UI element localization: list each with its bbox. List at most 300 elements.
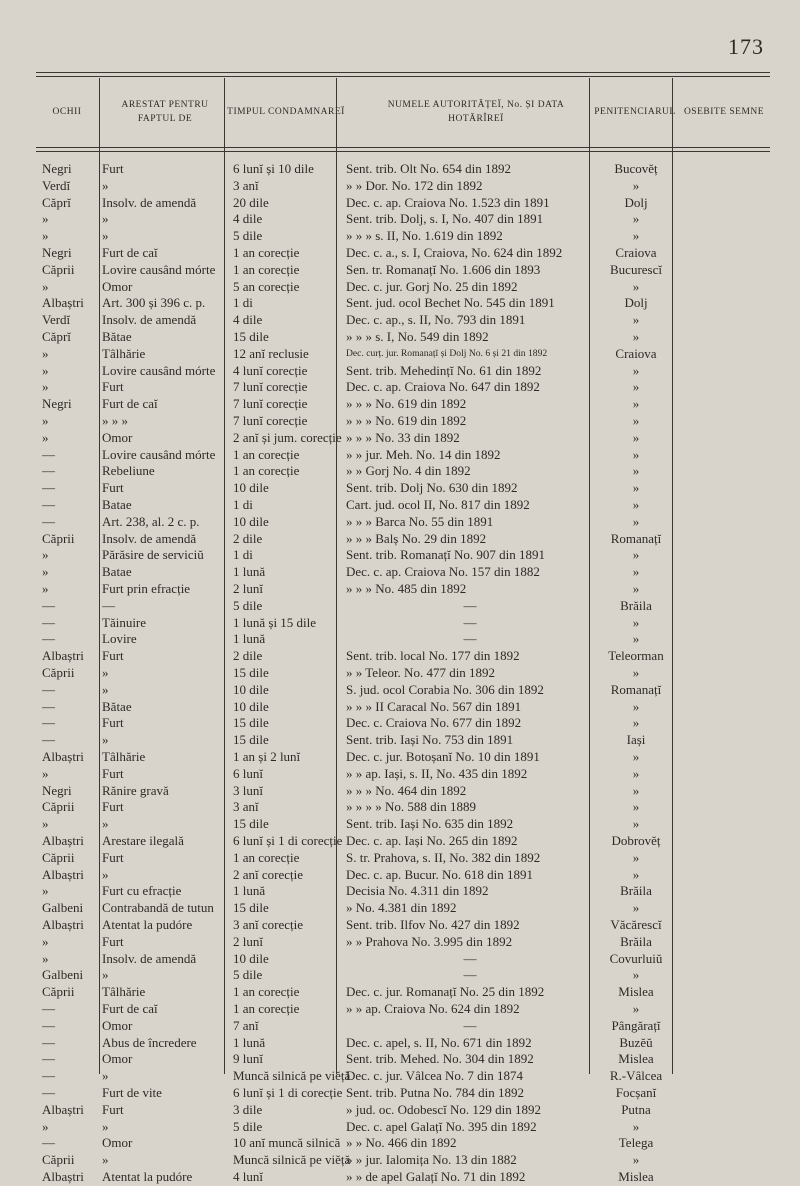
table-row — [36, 346, 770, 363]
cell-penitenciar: » — [632, 480, 640, 496]
cell-ochi: » — [42, 362, 49, 378]
cell-ochi: — — [42, 446, 55, 462]
cell-timp: 1 an corecție — [233, 1001, 300, 1016]
cell-penitenciar: » — [632, 413, 640, 428]
cell-ochi: Albaștri — [42, 1169, 84, 1184]
cell-autoritate: — — [463, 967, 477, 983]
cell-timp: 9 lunĭ — [233, 1051, 263, 1067]
cell-autoritate: » » » Barca No. 55 din 1891 — [346, 513, 494, 529]
cell-fapt: Bătae — [102, 329, 132, 344]
cell-autoritate: » » » II Caracal No. 567 din 1891 — [346, 698, 522, 714]
cell-ochi: » — [42, 228, 49, 244]
table-row — [36, 279, 770, 296]
cell-fapt: Furt — [102, 379, 124, 395]
cell-ochi: — — [42, 1068, 55, 1084]
cell-autoritate: » » jur. Meh. No. 14 din 1892 — [346, 446, 501, 462]
cell-penitenciar: » — [632, 581, 640, 596]
cell-ochi: — — [42, 698, 55, 714]
table-row — [36, 245, 770, 262]
header-bottom-rule-thin — [36, 151, 770, 152]
table-row — [36, 363, 770, 380]
cell-penitenciar: » — [632, 278, 640, 294]
cell-ochi: — — [42, 631, 55, 647]
cell-fapt: » — [102, 816, 109, 832]
cell-ochi: » — [42, 883, 49, 899]
cell-penitenciar: Covurluiŭ — [609, 950, 663, 966]
cell-fapt: Părăsire de serviciŭ — [102, 547, 204, 563]
cell-fapt: Contrabandă de tutun — [102, 900, 214, 916]
cell-penitenciar: » — [632, 497, 640, 512]
cell-timp: 2 anĭ corecție — [233, 866, 304, 882]
cell-fapt: Furt de caĭ — [102, 396, 158, 412]
cell-penitenciar: » — [632, 614, 640, 630]
table-row — [36, 581, 770, 598]
cell-penitenciar: » — [632, 765, 640, 781]
cell-timp: 4 lunĭ corecție — [233, 362, 308, 378]
cell-penitenciar: » — [632, 312, 640, 328]
cell-fapt: Lovire — [102, 631, 137, 647]
cell-penitenciar: » — [632, 177, 640, 193]
cell-autoritate: » » Prahova No. 3.995 din 1892 — [346, 933, 513, 949]
cell-fapt: Art. 300 și 396 c. p. — [102, 295, 206, 311]
cell-fapt: Furt de caĭ — [102, 1001, 158, 1016]
cell-penitenciar: » — [632, 698, 640, 714]
header-fapt: ARESTAT PENTRU FAPTUL DE — [121, 99, 209, 124]
table-row — [36, 1119, 770, 1136]
table-row — [36, 531, 770, 548]
cell-timp: 5 dile — [233, 967, 263, 983]
cell-timp: 2 dile — [233, 648, 263, 664]
cell-timp: Muncă silnică pe viĕță — [233, 1152, 351, 1168]
table-row — [36, 447, 770, 464]
cell-autoritate: Dec. c. Craiova No. 677 din 1892 — [346, 715, 522, 731]
cell-autoritate: » » Teleor. No. 477 din 1892 — [346, 665, 496, 680]
table-row — [36, 396, 770, 413]
cell-timp: 1 an corecție — [233, 463, 300, 479]
cell-timp: 1 lună — [233, 631, 266, 647]
table-row — [36, 564, 770, 581]
cell-ochi: — — [42, 1085, 55, 1100]
cell-penitenciar: » — [632, 715, 640, 731]
cell-ochi: — — [42, 463, 55, 479]
table-row — [36, 1152, 770, 1169]
table-row — [36, 783, 770, 800]
cell-fapt: Atentat la pudóre — [102, 917, 193, 932]
cell-timp: 7 lunĭ corecție — [233, 413, 308, 428]
cell-autoritate: Dec. c. ap. Iași No. 265 din 1892 — [346, 833, 518, 848]
cell-timp: 1 lună — [233, 1034, 266, 1050]
cell-fapt: » — [102, 866, 109, 882]
top-rule — [36, 72, 770, 73]
cell-ochi: Albaștri — [42, 1101, 84, 1117]
table-row — [36, 883, 770, 900]
cell-autoritate: — — [463, 614, 477, 630]
cell-timp: 5 an corecție — [233, 278, 300, 294]
cell-ochi: » — [42, 429, 49, 445]
cell-penitenciar: » — [632, 1152, 640, 1168]
table-row — [36, 665, 770, 682]
header-semne: OSEBITE SEMNE — [683, 106, 765, 117]
cell-fapt: Art. 238, al. 2 c. p. — [102, 513, 200, 529]
cell-ochi: Căprii — [42, 261, 75, 277]
cell-ochi: » — [42, 547, 49, 563]
cell-penitenciar: » — [632, 329, 640, 344]
cell-fapt: » — [102, 732, 109, 748]
cell-fapt: » — [102, 228, 109, 244]
table-row — [36, 1068, 770, 1085]
cell-timp: 1 lună — [233, 564, 266, 580]
cell-fapt: » — [102, 665, 109, 680]
cell-fapt: Furt de vite — [102, 1085, 162, 1100]
table-row — [36, 1051, 770, 1068]
cell-timp: 1 an corecție — [233, 261, 300, 277]
cell-autoritate: Sent. trib. Dolj, s. I, No. 407 din 1891 — [346, 211, 544, 227]
cell-timp: 15 dile — [233, 665, 269, 680]
table-row — [36, 497, 770, 514]
cell-autoritate: Dec. c. a., s. I, Craiova, No. 624 din 1892 — [346, 245, 563, 260]
cell-timp: 10 anĭ muncă silnică — [233, 1135, 341, 1151]
cell-fapt: » » » — [102, 413, 128, 428]
table-row — [36, 312, 770, 329]
cell-autoritate: Sent. trib. Olt No. 654 din 1892 — [346, 161, 512, 176]
table-row — [36, 799, 770, 816]
cell-fapt: Insolv. de amendă — [102, 194, 197, 210]
table-row — [36, 1035, 770, 1052]
cell-autoritate: Dec. c. jur. Gorj No. 25 din 1892 — [346, 278, 518, 294]
cell-fapt: Furt — [102, 161, 124, 176]
cell-ochi: — — [42, 1001, 55, 1016]
table-row — [36, 749, 770, 766]
cell-ochi: Verdĭ — [42, 177, 71, 193]
cell-penitenciar: » — [632, 1001, 640, 1016]
cell-penitenciar: » — [632, 463, 640, 479]
cell-penitenciar: Focșanĭ — [615, 1085, 657, 1100]
cell-autoritate: » » ap. Iași, s. II, No. 435 din 1892 — [346, 765, 528, 781]
cell-penitenciar: Romanațĭ — [610, 681, 662, 697]
cell-timp: 6 lunĭ — [233, 765, 263, 781]
cell-fapt: Furt prin efracție — [102, 581, 191, 596]
cell-timp: 1 di — [233, 295, 253, 311]
cell-ochi: — — [42, 480, 55, 496]
cell-timp: 10 dile — [233, 681, 269, 697]
cell-ochi: » — [42, 379, 49, 395]
cell-autoritate: — — [463, 950, 477, 966]
cell-ochi: » — [42, 816, 49, 832]
cell-autoritate: Dec. c. jur. Vâlcea No. 7 din 1874 — [346, 1068, 524, 1084]
cell-ochi: Căprii — [42, 984, 75, 1000]
header-bottom-rule — [36, 147, 770, 148]
cell-timp: 6 lunĭ și 1 di corecție — [233, 833, 343, 848]
cell-penitenciar: Mislea — [618, 1051, 654, 1067]
top-rule-thin — [36, 76, 770, 77]
cell-timp: 1 an corecție — [233, 849, 300, 865]
table-row — [36, 195, 770, 212]
cell-autoritate: Sent. trib. Mehed. No. 304 din 1892 — [346, 1051, 534, 1067]
cell-timp: 5 dile — [233, 228, 263, 244]
cell-timp: 10 dile — [233, 698, 269, 714]
cell-timp: 1 an corecție — [233, 245, 300, 260]
cell-ochi: Albaștri — [42, 648, 84, 664]
cell-autoritate: Decisia No. 4.311 din 1892 — [346, 883, 489, 899]
cell-autoritate: » » No. 466 din 1892 — [346, 1135, 457, 1151]
cell-fapt: Furt de caĭ — [102, 245, 158, 260]
cell-penitenciar: » — [632, 967, 640, 983]
cell-ochi: Căprĭ — [42, 194, 71, 210]
table-row — [36, 211, 770, 228]
cell-penitenciar: » — [632, 816, 640, 832]
cell-ochi: — — [42, 614, 55, 630]
table-row — [36, 833, 770, 850]
cell-fapt: » — [102, 177, 109, 193]
cell-autoritate: Dec. c. jur. Botoșanĭ No. 10 din 1891 — [346, 749, 540, 764]
cell-penitenciar: » — [632, 513, 640, 529]
cell-timp: 1 di — [233, 497, 253, 512]
cell-autoritate: » » » No. 619 din 1892 — [346, 413, 467, 428]
cell-autoritate: Dec. c. jur. Romanațĭ No. 25 din 1892 — [346, 984, 545, 1000]
cell-autoritate: » » Dor. No. 172 din 1892 — [346, 177, 483, 193]
cell-fapt: Rebeliune — [102, 463, 155, 479]
table-row — [36, 1018, 770, 1035]
cell-penitenciar: Brăila — [620, 933, 652, 949]
cell-timp: 7 lunĭ corecție — [233, 379, 308, 395]
cell-autoritate: » » » » No. 588 din 1889 — [346, 799, 476, 815]
cell-fapt: Omor — [102, 278, 133, 294]
cell-ochi: Albaștri — [42, 866, 84, 882]
cell-fapt: Furt — [102, 648, 124, 664]
cell-fapt: » — [102, 211, 109, 227]
cell-autoritate: » » » Balș No. 29 din 1892 — [346, 530, 487, 546]
cell-penitenciar: » — [632, 866, 640, 882]
cell-ochi: » — [42, 581, 49, 596]
cell-penitenciar: Craiova — [615, 345, 657, 361]
cell-timp: 4 dile — [233, 211, 263, 227]
cell-penitenciar: Iași — [626, 732, 646, 748]
cell-fapt: Furt — [102, 1101, 124, 1117]
cell-fapt: Tâlhărie — [102, 345, 146, 361]
cell-ochi: — — [42, 715, 55, 731]
cell-timp: 7 anĭ — [233, 1017, 259, 1033]
cell-fapt: Arestare ilegală — [102, 833, 184, 848]
table-row — [36, 934, 770, 951]
table-row — [36, 648, 770, 665]
table-row — [36, 900, 770, 917]
table-row — [36, 867, 770, 884]
cell-autoritate: Sent. trib. Iași No. 635 din 1892 — [346, 816, 514, 832]
cell-fapt: Tăinuire — [102, 614, 147, 630]
cell-ochi: Căprii — [42, 665, 75, 680]
header-penitenciar: PENITENCIARUL — [594, 106, 676, 117]
cell-ochi: Căprĭ — [42, 329, 71, 344]
cell-autoritate: Dec. c. ap. Bucur. No. 618 din 1891 — [346, 866, 534, 882]
cell-ochi: Căprii — [42, 530, 75, 546]
cell-ochi: — — [42, 1135, 55, 1151]
cell-ochi: » — [42, 950, 49, 966]
cell-timp: 15 dile — [233, 816, 269, 832]
cell-autoritate: S. tr. Prahova, s. II, No. 382 din 1892 — [346, 849, 541, 865]
cell-timp: 1 an și 2 lunĭ — [233, 749, 301, 764]
cell-penitenciar: » — [632, 228, 640, 244]
cell-penitenciar: » — [632, 631, 640, 647]
cell-ochi: Negri — [42, 245, 72, 260]
cell-ochi: Negri — [42, 161, 72, 176]
cell-ochi: » — [42, 345, 49, 361]
table-row — [36, 631, 770, 648]
cell-penitenciar: R.-Vâlcea — [609, 1068, 663, 1084]
cell-penitenciar: Putna — [621, 1101, 651, 1117]
cell-ochi: Albaștri — [42, 749, 84, 764]
cell-fapt: Rănire gravă — [102, 782, 169, 798]
header-timp: TIMPUL CONDAMNAREÏ — [227, 106, 345, 117]
cell-fapt: Furt — [102, 480, 124, 496]
cell-autoritate: » » » No. 485 din 1892 — [346, 581, 467, 596]
cell-penitenciar: » — [632, 396, 640, 412]
cell-fapt: Insolv. de amendă — [102, 312, 197, 328]
table-row — [36, 295, 770, 312]
table-row — [36, 228, 770, 245]
cell-timp: 15 dile — [233, 900, 269, 916]
cell-ochi: Galbeni — [42, 900, 84, 916]
cell-ochi: — — [42, 681, 55, 697]
cell-autoritate: » » » No. 33 din 1892 — [346, 429, 460, 445]
cell-autoritate: Sent. trib. Ilfov No. 427 din 1892 — [346, 917, 520, 932]
cell-penitenciar: Pângărațĭ — [611, 1017, 661, 1033]
cell-timp: 3 anĭ — [233, 177, 259, 193]
cell-timp: 2 dile — [233, 530, 263, 546]
cell-penitenciar: Bucurescĭ — [610, 261, 662, 277]
cell-autoritate: S. jud. ocol Corabia No. 306 din 1892 — [346, 681, 544, 697]
cell-penitenciar: Romanațĭ — [610, 530, 662, 546]
cell-autoritate: » jud. oc. Odobescĭ No. 129 din 1892 — [346, 1101, 541, 1117]
header-ochi: OCHII — [52, 106, 82, 117]
cell-timp: 15 dile — [233, 329, 269, 344]
cell-autoritate: Sent. jud. ocol Bechet No. 545 din 1891 — [346, 295, 555, 311]
cell-penitenciar: Brăila — [620, 597, 652, 613]
cell-timp: 1 an corecție — [233, 984, 300, 1000]
table-row — [36, 262, 770, 279]
cell-autoritate: Dec. c. apel, s. II, No. 671 din 1892 — [346, 1034, 532, 1050]
table-row — [36, 547, 770, 564]
cell-timp: 20 dile — [233, 194, 269, 210]
cell-autoritate: » » Gorj No. 4 din 1892 — [346, 463, 471, 479]
cell-penitenciar: Dobrovĕț — [611, 833, 661, 848]
cell-ochi: Galbeni — [42, 967, 84, 983]
cell-ochi: » — [42, 765, 49, 781]
cell-penitenciar: » — [632, 564, 640, 580]
cell-timp: 3 lunĭ — [233, 782, 263, 798]
cell-autoritate: Dec. c. ap. Craiova No. 157 din 1882 — [346, 564, 540, 580]
cell-fapt: » — [102, 1068, 109, 1084]
table-row — [36, 1102, 770, 1119]
table-row — [36, 514, 770, 531]
cell-autoritate: » » de apel Galațĭ No. 71 din 1892 — [346, 1169, 526, 1184]
cell-penitenciar: » — [632, 749, 640, 764]
cell-autoritate: Sen. tr. Romanațĭ No. 1.606 din 1893 — [346, 261, 541, 277]
cell-timp: 4 lunĭ — [233, 1169, 263, 1184]
cell-fapt: Furt — [102, 765, 124, 781]
cell-fapt: Furt — [102, 715, 124, 731]
table-row — [36, 766, 770, 783]
cell-autoritate: Sent. trib. local No. 177 din 1892 — [346, 648, 520, 664]
table-row — [36, 430, 770, 447]
cell-ochi: » — [42, 413, 49, 428]
cell-penitenciar: » — [632, 799, 640, 815]
cell-fapt: Insolv. de amendă — [102, 530, 197, 546]
cell-fapt: Furt — [102, 849, 124, 865]
cell-penitenciar: » — [632, 379, 640, 395]
table-row — [36, 1001, 770, 1018]
cell-autoritate: Dec. c. ap. Craiova No. 1.523 din 1891 — [346, 194, 550, 210]
cell-penitenciar: » — [632, 446, 640, 462]
cell-autoritate: Sent. trib. Romanațĭ No. 907 din 1891 — [346, 547, 545, 563]
cell-autoritate: » » » No. 619 din 1892 — [346, 396, 467, 412]
cell-penitenciar: » — [632, 782, 640, 798]
cell-timp: Muncă silnică pe viĕță — [233, 1068, 351, 1084]
cell-fapt: Tâlhărie — [102, 984, 146, 1000]
cell-autoritate: Sent. trib. Putna No. 784 din 1892 — [346, 1085, 525, 1100]
table-row — [36, 1135, 770, 1152]
cell-penitenciar: Craiova — [615, 245, 657, 260]
cell-ochi: » — [42, 933, 49, 949]
cell-fapt: Omor — [102, 1017, 133, 1033]
cell-penitenciar: » — [632, 547, 640, 563]
table-header — [36, 78, 770, 146]
cell-fapt: Bătae — [102, 698, 132, 714]
cell-fapt: » — [102, 967, 109, 983]
cell-ochi: — — [42, 497, 55, 512]
cell-autoritate: Sent. trib. Mehedințĭ No. 61 din 1892 — [346, 362, 542, 378]
cell-penitenciar: Mislea — [618, 984, 654, 1000]
cell-autoritate: Sent. trib. Iași No. 753 din 1891 — [346, 732, 514, 748]
cell-penitenciar: » — [632, 900, 640, 916]
cell-penitenciar: Dolj — [624, 295, 648, 311]
table-row — [36, 984, 770, 1001]
cell-ochi: Negri — [42, 782, 72, 798]
cell-autoritate: Dec. c. apel Galațĭ No. 395 din 1892 — [346, 1118, 537, 1134]
cell-fapt: » — [102, 681, 109, 697]
table-row — [36, 1085, 770, 1102]
cell-fapt: Omor — [102, 429, 133, 445]
cell-penitenciar: Bucovĕț — [614, 161, 658, 176]
cell-timp: 12 anĭ reclusie — [233, 345, 309, 361]
table-row — [36, 480, 770, 497]
cell-ochi: Căprii — [42, 1152, 75, 1168]
cell-ochi: » — [42, 1118, 49, 1134]
cell-timp: 5 dile — [233, 1118, 263, 1134]
table-row — [36, 598, 770, 615]
cell-penitenciar: Văcărescĭ — [610, 917, 662, 932]
cell-ochi: Căprii — [42, 799, 75, 815]
table-row — [36, 682, 770, 699]
table-row — [36, 699, 770, 716]
cell-ochi: Albaștri — [42, 295, 84, 311]
cell-penitenciar: Brăila — [620, 883, 652, 899]
cell-fapt: Insolv. de amendă — [102, 950, 197, 966]
cell-timp: 10 dile — [233, 480, 269, 496]
cell-fapt: Furt cu efracție — [102, 883, 182, 899]
table-row — [36, 178, 770, 195]
cell-ochi: Albaștri — [42, 833, 84, 848]
cell-timp: 1 lună — [233, 883, 266, 899]
page-number: 173 — [728, 34, 764, 59]
cell-fapt: — — [102, 597, 115, 613]
table-row — [36, 463, 770, 480]
cell-timp: 7 lunĭ corecție — [233, 396, 308, 412]
cell-fapt: Batae — [102, 497, 132, 512]
cell-fapt: Batae — [102, 564, 132, 580]
cell-penitenciar: Mislea — [618, 1169, 654, 1184]
table-row — [36, 161, 770, 178]
cell-timp: 15 dile — [233, 715, 269, 731]
